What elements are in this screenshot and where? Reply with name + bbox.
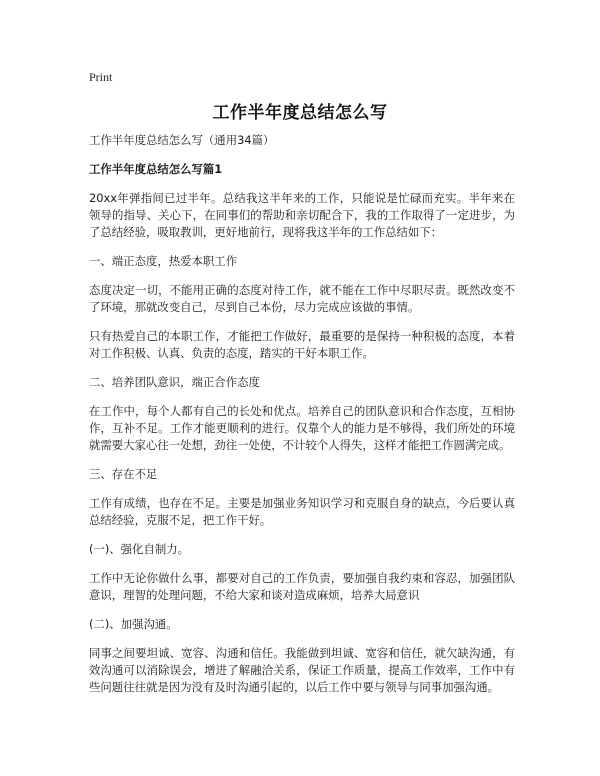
paragraph-self-control: 工作中无论你做什么事，都要对自己的工作负责，要加强自我约束和容忍，加强团队意识，理智的处理问题，不给大家和谈对造成麻烦，培养大局意识 [89, 571, 515, 602]
heading-attitude: 一、端正态度，热爱本职工作 [89, 254, 238, 268]
heading-self-control: (一)、强化自制力。 [89, 542, 190, 556]
paragraph-teamwork: 在工作中，每个人都有自己的长处和优点。培养自己的团队意识和合作态度，互相协作，互补不足。工作才能更顺利的进行。仅靠个人的能力是不够得，我们所处的环境就需要大家心往一处想，劲往一处使，不计较个人得失，这样才能把工作圆满完成。 [89, 404, 515, 452]
heading-shortcomings: 三、存在不足 [89, 467, 158, 481]
document-body [89, 132, 515, 708]
section-title: 工作半年度总结怎么写篇1 [89, 162, 223, 176]
paragraph-attitude-2: 只有热爱自己的本职工作，才能把工作做好，最重要的是保持一种积极的态度，本着对工作积极、认真、负责的态度，踏实的干好本职工作。 [89, 329, 515, 360]
document-subtitle: 工作半年度总结怎么写（通用34篇） [89, 133, 275, 147]
heading-teamwork: 二、培养团队意识，端正合作态度 [89, 375, 260, 389]
paragraph-communication: 同事之间要坦诚、宽容、沟通和信任。我能做到坦诚、宽容和信任，就欠缺沟通，有效沟通可以消除误会，增进了解融洽关系，保证工作质量，提高工作效率，工作中有些问题往往就是因为没有及时沟通引起的，以后工作中要与领导与同事加强沟通。 [89, 646, 515, 694]
paragraph-shortcomings: 工作有成绩，也存在不足。主要是加强业务知识学习和克服自身的缺点，今后要认真总结经验，克服不足，把工作干好。 [89, 496, 515, 527]
document-title: 工作半年度总结怎么写 [212, 103, 388, 123]
intro-paragraph: 20xx年弹指间已过半年。总结我这半年来的工作，只能说是忙碌而充实。半年来在领导的指导、关心下，在同事们的帮助和亲切配合下，我的工作取得了一定进步，为了总结经验，吸取教训，更好地前行，现将我这半年的工作总结如下： [89, 191, 515, 239]
print-link[interactable]: Print [89, 70, 113, 84]
heading-communication: (二)、加强沟通。 [89, 617, 178, 631]
paragraph-attitude-1: 态度决定一切，不能用正确的态度对待工作，就不能在工作中尽职尽责。既然改变不了环境，那就改变自己，尽到自己本份，尽力完成应该做的事情。 [89, 283, 515, 314]
